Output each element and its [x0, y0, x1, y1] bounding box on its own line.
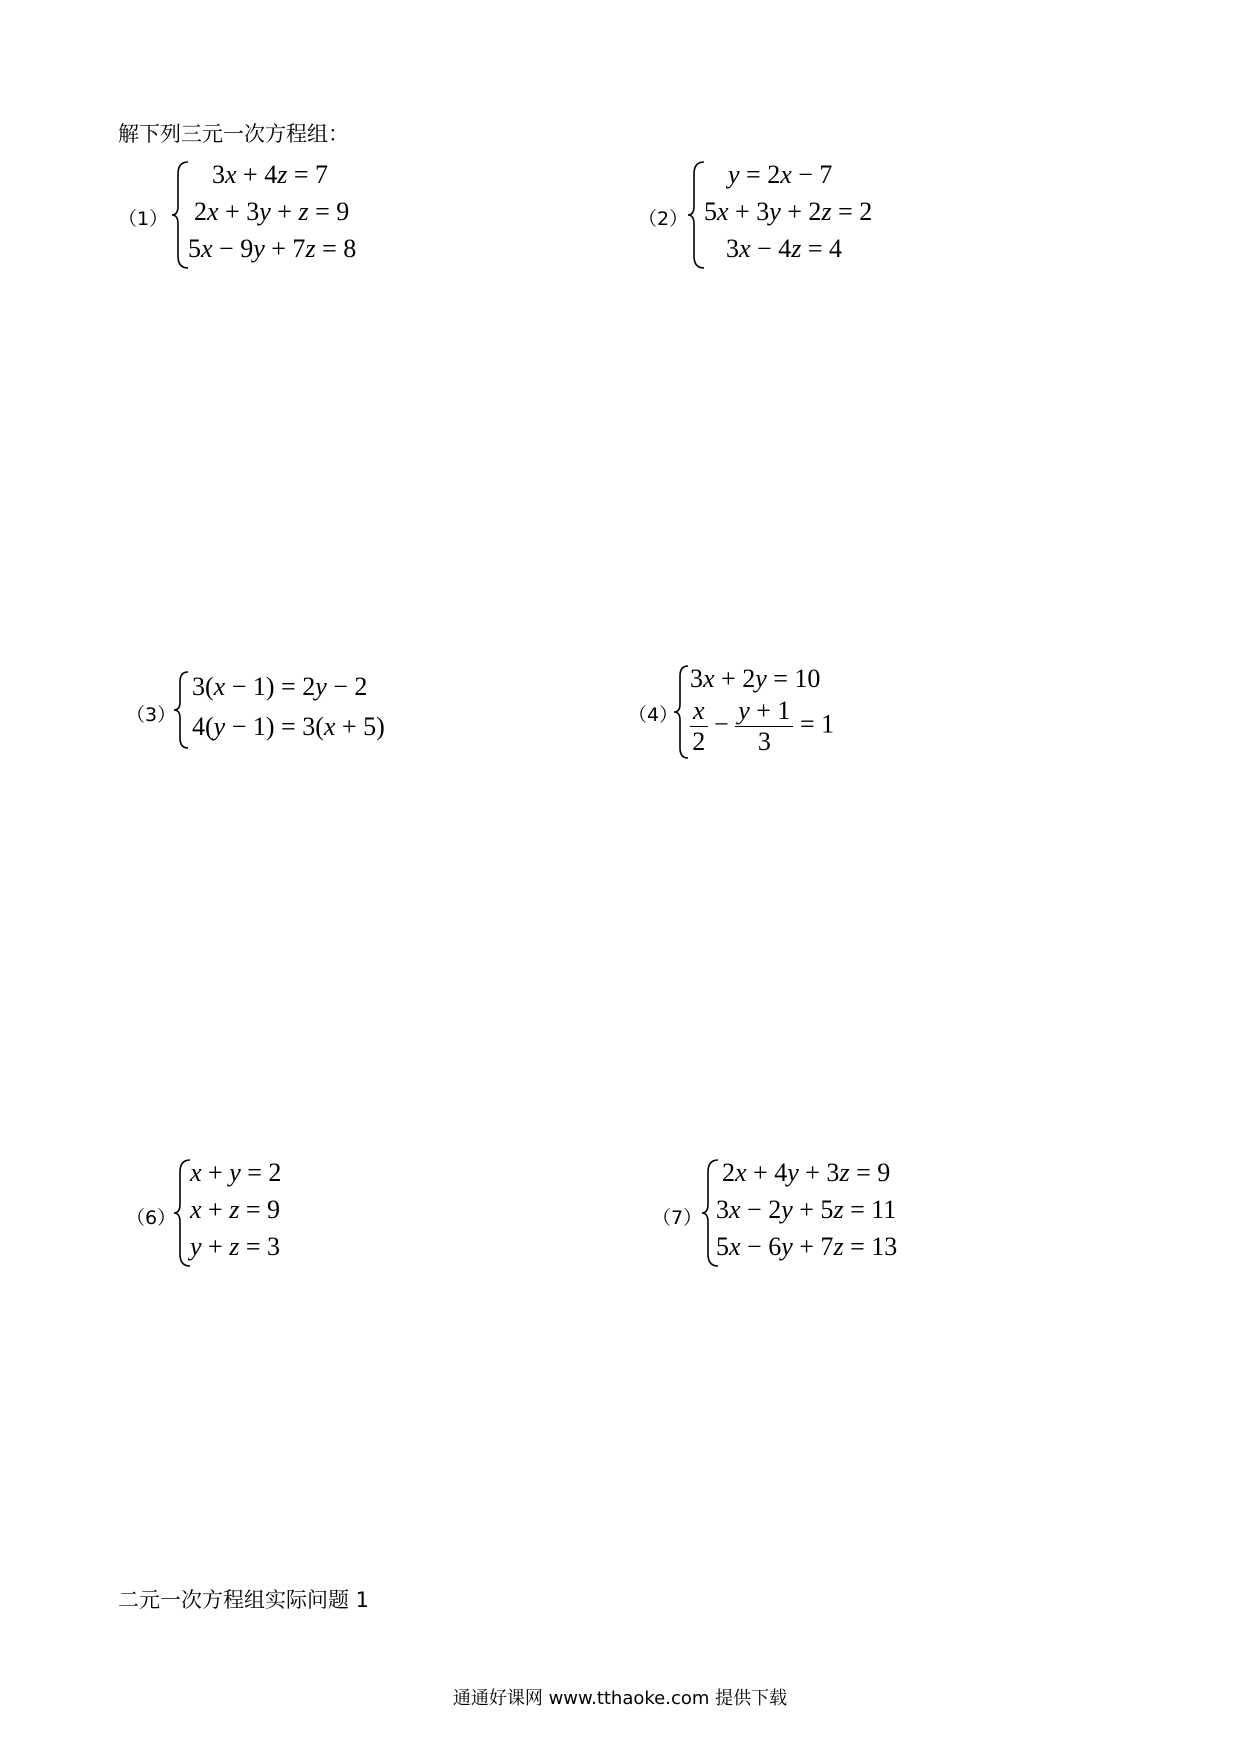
problem-2-eq-3: 3x − 4z = 4 [726, 234, 843, 263]
problem-4-label: （4） [628, 704, 679, 726]
problem-1-label: （1） [118, 208, 169, 230]
problem-6-eq-2: x + z = 9 [190, 1195, 281, 1224]
problem-4-eq-1: 3x + 2y = 10 [690, 664, 821, 693]
problem-2-eq-1: y = 2x − 7 [728, 160, 833, 189]
problem-2-label: （2） [638, 208, 689, 230]
fraction-y-plus-1-over-3: $\frac{y + 1}{3}$ [735, 696, 793, 757]
problem-2-eq-2: 5x + 3y + 2z = 2 [704, 197, 873, 226]
problem-1-eq-1: 3x + 4z = 7 [212, 160, 329, 189]
rhs: = 1 [799, 709, 835, 739]
page-footer: 通通好课网 www.tthaoke.com 提供下载 [452, 1688, 788, 1709]
problem-1-eq-2: 2x + 3y + z = 9 [194, 197, 350, 226]
problem-7-eq-3: 5x − 6y + 7z = 13 [716, 1232, 898, 1261]
problem-7-eq-2: 3x − 2y + 5z = 11 [716, 1195, 897, 1224]
problem-7-eq-1: 2x + 4y + 3z = 9 [722, 1158, 891, 1187]
instruction-heading: 解下列三元一次方程组： [118, 122, 349, 146]
problem-4-brace [672, 664, 692, 760]
problem-6-eq-3: y + z = 3 [190, 1232, 281, 1261]
problem-1-eq-3: 5x − 9y + 7z = 8 [188, 234, 357, 263]
problem-4-eq-2 [690, 696, 834, 757]
problem-3-eq-2: 4(y − 1) = 3(x + 5) [192, 712, 385, 741]
minus-sign: − [714, 709, 729, 739]
problem-6-label: （6） [126, 1207, 177, 1229]
problem-3-eq-1: 3(x − 1) = 2y − 2 [192, 672, 368, 701]
problem-7-label: （7） [652, 1207, 703, 1229]
problem-3-brace [172, 670, 192, 750]
problem-3-label: （3） [126, 704, 177, 726]
problem-6-eq-1: x + y = 2 [190, 1158, 282, 1187]
fraction-x-over-2: $\frac{x}{2}$ [690, 696, 708, 757]
section-title: 二元一次方程组实际问题 1 [118, 1588, 370, 1612]
